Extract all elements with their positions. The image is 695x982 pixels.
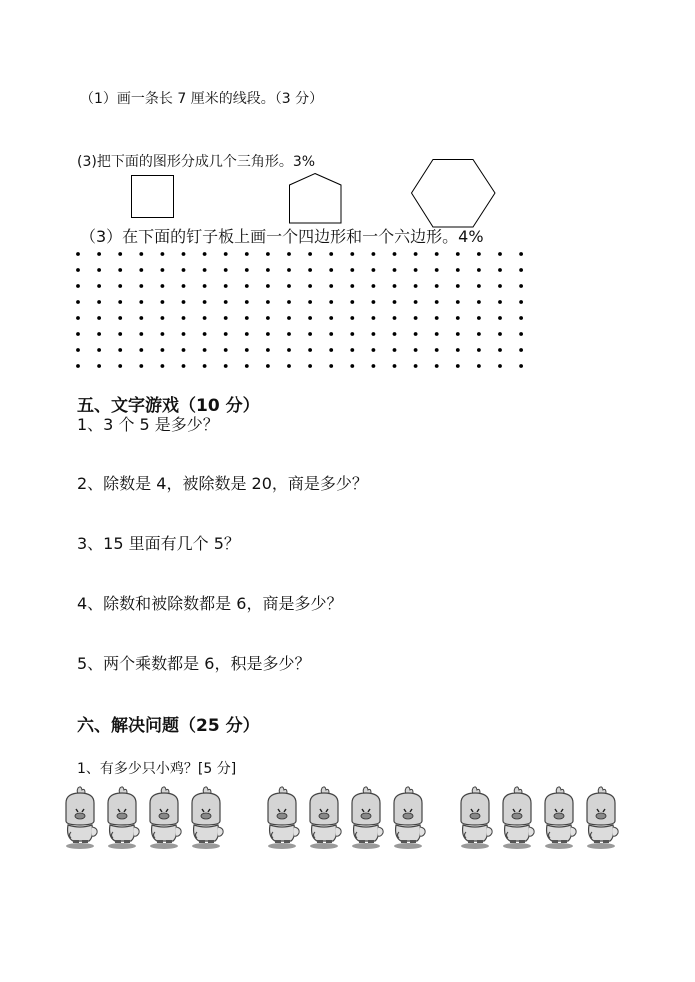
peg-dot[interactable] xyxy=(456,316,460,320)
peg-dot[interactable] xyxy=(329,348,333,352)
peg-dot[interactable] xyxy=(414,316,418,320)
peg-dot[interactable] xyxy=(477,316,481,320)
peg-dot[interactable] xyxy=(139,268,143,272)
peg-dot[interactable] xyxy=(139,332,143,336)
peg-dot[interactable] xyxy=(393,316,397,320)
peg-dot[interactable] xyxy=(308,332,312,336)
peg-dot[interactable] xyxy=(435,364,439,368)
peg-dot[interactable] xyxy=(456,268,460,272)
peg-dot[interactable] xyxy=(372,316,376,320)
peg-dot[interactable] xyxy=(519,316,523,320)
chick-icon xyxy=(500,785,536,849)
peg-dot[interactable] xyxy=(308,316,312,320)
peg-dot[interactable] xyxy=(97,268,101,272)
peg-dot[interactable] xyxy=(224,252,228,256)
peg-dot[interactable] xyxy=(372,284,376,288)
peg-dot[interactable] xyxy=(519,284,523,288)
peg-dot[interactable] xyxy=(266,300,270,304)
peg-dot[interactable] xyxy=(76,332,80,336)
peg-dot[interactable] xyxy=(97,332,101,336)
peg-dot[interactable] xyxy=(287,268,291,272)
peg-dot[interactable] xyxy=(287,348,291,352)
peg-dot[interactable] xyxy=(477,364,481,368)
peg-dot[interactable] xyxy=(161,284,165,288)
peg-dot[interactable] xyxy=(329,332,333,336)
chick-icon xyxy=(265,785,301,849)
peg-dot[interactable] xyxy=(245,348,249,352)
peg-dot[interactable] xyxy=(224,332,228,336)
peg-dot[interactable] xyxy=(97,300,101,304)
chick-icon xyxy=(307,785,343,849)
peg-dot[interactable] xyxy=(118,364,122,368)
peg-dot[interactable] xyxy=(182,348,186,352)
peg-dot[interactable] xyxy=(118,284,122,288)
peg-dot[interactable] xyxy=(118,348,122,352)
peg-dot[interactable] xyxy=(182,268,186,272)
peg-dot[interactable] xyxy=(182,332,186,336)
peg-dot[interactable] xyxy=(97,252,101,256)
peg-dot[interactable] xyxy=(393,268,397,272)
peg-dot[interactable] xyxy=(393,364,397,368)
peg-dot[interactable] xyxy=(456,348,460,352)
peg-dot[interactable] xyxy=(97,364,101,368)
peg-dot[interactable] xyxy=(456,364,460,368)
peg-dot[interactable] xyxy=(329,364,333,368)
section5-title: 五、文字游戏（10 分） xyxy=(77,396,260,416)
chick-icon xyxy=(391,785,427,849)
peg-dot[interactable] xyxy=(519,348,523,352)
peg-dot[interactable] xyxy=(414,284,418,288)
peg-dot[interactable] xyxy=(76,284,80,288)
peg-dot[interactable] xyxy=(245,268,249,272)
peg-dot[interactable] xyxy=(414,300,418,304)
peg-dot[interactable] xyxy=(372,332,376,336)
peg-dot[interactable] xyxy=(435,348,439,352)
peg-dot[interactable] xyxy=(329,300,333,304)
peg-dot[interactable] xyxy=(118,268,122,272)
peg-dot[interactable] xyxy=(372,348,376,352)
section6-title: 六、解决问题（25 分） xyxy=(77,716,260,736)
peg-dot[interactable] xyxy=(203,316,207,320)
peg-dot[interactable] xyxy=(224,316,228,320)
peg-dot[interactable] xyxy=(224,300,228,304)
peg-dot[interactable] xyxy=(76,348,80,352)
peg-dot[interactable] xyxy=(308,284,312,288)
question-pegboard: （3）在下面的钉子板上画一个四边形和一个六边形。4% xyxy=(80,227,484,246)
peg-dot[interactable] xyxy=(308,252,312,256)
peg-dot[interactable] xyxy=(498,348,502,352)
peg-dot[interactable] xyxy=(477,300,481,304)
peg-dot[interactable] xyxy=(245,252,249,256)
peg-dot[interactable] xyxy=(76,316,80,320)
peg-dot[interactable] xyxy=(97,316,101,320)
section6-question-1: 1、有多少只小鸡？[5 分] xyxy=(77,761,237,777)
peg-dot[interactable] xyxy=(456,252,460,256)
peg-dot[interactable] xyxy=(224,348,228,352)
peg-dot[interactable] xyxy=(350,364,354,368)
peg-dot[interactable] xyxy=(118,252,122,256)
peg-dot[interactable] xyxy=(519,364,523,368)
peg-dot[interactable] xyxy=(245,364,249,368)
peg-dot[interactable] xyxy=(139,252,143,256)
peg-dot[interactable] xyxy=(139,348,143,352)
peg-dot[interactable] xyxy=(76,364,80,368)
peg-dot[interactable] xyxy=(97,348,101,352)
peg-dot[interactable] xyxy=(456,284,460,288)
peg-dot[interactable] xyxy=(393,300,397,304)
peg-dot[interactable] xyxy=(393,348,397,352)
peg-dot[interactable] xyxy=(456,332,460,336)
chick-icon xyxy=(105,785,141,849)
peg-dot[interactable] xyxy=(414,348,418,352)
peg-dot[interactable] xyxy=(161,316,165,320)
peg-dot[interactable] xyxy=(350,268,354,272)
peg-dot[interactable] xyxy=(287,284,291,288)
peg-dot[interactable] xyxy=(477,332,481,336)
peg-dot[interactable] xyxy=(287,300,291,304)
peg-dot[interactable] xyxy=(350,316,354,320)
chick-icon xyxy=(63,785,99,849)
peg-dot[interactable] xyxy=(372,300,376,304)
peg-dot[interactable] xyxy=(435,316,439,320)
peg-dot[interactable] xyxy=(477,348,481,352)
peg-dot[interactable] xyxy=(287,252,291,256)
question-divide-shapes: (3)把下面的图形分成几个三角形。3% xyxy=(77,154,316,170)
peg-dot[interactable] xyxy=(139,364,143,368)
peg-dot[interactable] xyxy=(372,268,376,272)
peg-dot[interactable] xyxy=(203,300,207,304)
peg-dot[interactable] xyxy=(161,268,165,272)
peg-dot[interactable] xyxy=(308,364,312,368)
peg-dot[interactable] xyxy=(414,332,418,336)
peg-dot[interactable] xyxy=(329,316,333,320)
section5-question-4: 4、除数和被除数都是 6，商是多少？ xyxy=(77,594,343,613)
peg-dot[interactable] xyxy=(456,300,460,304)
peg-dot[interactable] xyxy=(393,252,397,256)
peg-dot[interactable] xyxy=(519,268,523,272)
peg-dot[interactable] xyxy=(287,332,291,336)
peg-dot[interactable] xyxy=(245,284,249,288)
peg-dot[interactable] xyxy=(118,300,122,304)
peg-dot[interactable] xyxy=(139,284,143,288)
peg-dot[interactable] xyxy=(203,332,207,336)
peg-dot[interactable] xyxy=(245,300,249,304)
section5-question-1: 1、3 个 5 是多少？ xyxy=(77,415,219,434)
peg-dot[interactable] xyxy=(498,268,502,272)
peg-dot[interactable] xyxy=(287,316,291,320)
peg-dot[interactable] xyxy=(266,268,270,272)
peg-dot[interactable] xyxy=(329,252,333,256)
peg-dot[interactable] xyxy=(266,332,270,336)
peg-dot[interactable] xyxy=(182,364,186,368)
peg-dot[interactable] xyxy=(498,316,502,320)
peg-dot[interactable] xyxy=(435,252,439,256)
section5-question-2: 2、除数是 4，被除数是 20，商是多少？ xyxy=(77,474,368,493)
peg-dot[interactable] xyxy=(203,284,207,288)
peg-dot[interactable] xyxy=(245,332,249,336)
peg-dot[interactable] xyxy=(498,252,502,256)
peg-dot[interactable] xyxy=(203,348,207,352)
peg-dot[interactable] xyxy=(161,332,165,336)
peg-dot[interactable] xyxy=(118,332,122,336)
peg-dot[interactable] xyxy=(139,300,143,304)
peg-dot[interactable] xyxy=(266,364,270,368)
peg-dot[interactable] xyxy=(308,300,312,304)
peg-dot[interactable] xyxy=(435,284,439,288)
peg-dot[interactable] xyxy=(308,268,312,272)
peg-dot[interactable] xyxy=(350,300,354,304)
peg-dot[interactable] xyxy=(224,364,228,368)
chick-icon xyxy=(189,785,225,849)
peg-dot[interactable] xyxy=(498,364,502,368)
peg-dot[interactable] xyxy=(329,284,333,288)
peg-dot[interactable] xyxy=(435,332,439,336)
peg-dot[interactable] xyxy=(477,252,481,256)
peg-dot[interactable] xyxy=(414,252,418,256)
peg-dot[interactable] xyxy=(224,284,228,288)
peg-dot[interactable] xyxy=(182,316,186,320)
peg-dot[interactable] xyxy=(498,284,502,288)
peg-dot[interactable] xyxy=(203,268,207,272)
chick-icon xyxy=(458,785,494,849)
peg-dot[interactable] xyxy=(350,332,354,336)
peg-dot[interactable] xyxy=(372,364,376,368)
peg-dot[interactable] xyxy=(161,252,165,256)
peg-dot[interactable] xyxy=(287,364,291,368)
peg-dot[interactable] xyxy=(350,284,354,288)
peg-dot[interactable] xyxy=(161,300,165,304)
peg-dot[interactable] xyxy=(393,284,397,288)
peg-dot[interactable] xyxy=(76,300,80,304)
pegboard-dot-grid[interactable] xyxy=(0,0,695,380)
peg-dot[interactable] xyxy=(203,364,207,368)
peg-dot[interactable] xyxy=(435,300,439,304)
peg-dot[interactable] xyxy=(414,364,418,368)
section5-question-5: 5、两个乘数都是 6，积是多少？ xyxy=(77,654,311,673)
peg-dot[interactable] xyxy=(519,300,523,304)
peg-dot[interactable] xyxy=(350,348,354,352)
peg-dot[interactable] xyxy=(76,268,80,272)
peg-dot[interactable] xyxy=(498,332,502,336)
question-draw-line: （1）画一条长 7 厘米的线段。（3 分） xyxy=(80,91,324,107)
peg-dot[interactable] xyxy=(519,332,523,336)
chick-icon xyxy=(542,785,578,849)
peg-dot[interactable] xyxy=(266,284,270,288)
peg-dot[interactable] xyxy=(203,252,207,256)
peg-dot[interactable] xyxy=(182,252,186,256)
peg-dot[interactable] xyxy=(266,316,270,320)
peg-dot[interactable] xyxy=(97,284,101,288)
peg-dot[interactable] xyxy=(245,316,249,320)
chick-icon xyxy=(147,785,183,849)
peg-dot[interactable] xyxy=(519,252,523,256)
peg-dot[interactable] xyxy=(182,284,186,288)
peg-dot[interactable] xyxy=(329,268,333,272)
peg-dot[interactable] xyxy=(118,316,122,320)
section5-question-3: 3、15 里面有几个 5？ xyxy=(77,534,240,553)
peg-dot[interactable] xyxy=(308,348,312,352)
peg-dot[interactable] xyxy=(76,252,80,256)
peg-dot[interactable] xyxy=(266,252,270,256)
peg-dot[interactable] xyxy=(477,284,481,288)
peg-dot[interactable] xyxy=(224,268,228,272)
peg-dot[interactable] xyxy=(372,252,376,256)
peg-dot[interactable] xyxy=(435,268,439,272)
chick-icon xyxy=(584,785,620,849)
peg-dot[interactable] xyxy=(161,364,165,368)
peg-dot[interactable] xyxy=(393,332,397,336)
peg-dot[interactable] xyxy=(182,300,186,304)
peg-dot[interactable] xyxy=(266,348,270,352)
peg-dot[interactable] xyxy=(161,348,165,352)
peg-dot[interactable] xyxy=(139,316,143,320)
peg-dot[interactable] xyxy=(498,300,502,304)
chick-icon xyxy=(349,785,385,849)
peg-dot[interactable] xyxy=(477,268,481,272)
peg-dot[interactable] xyxy=(350,252,354,256)
peg-dot[interactable] xyxy=(414,268,418,272)
